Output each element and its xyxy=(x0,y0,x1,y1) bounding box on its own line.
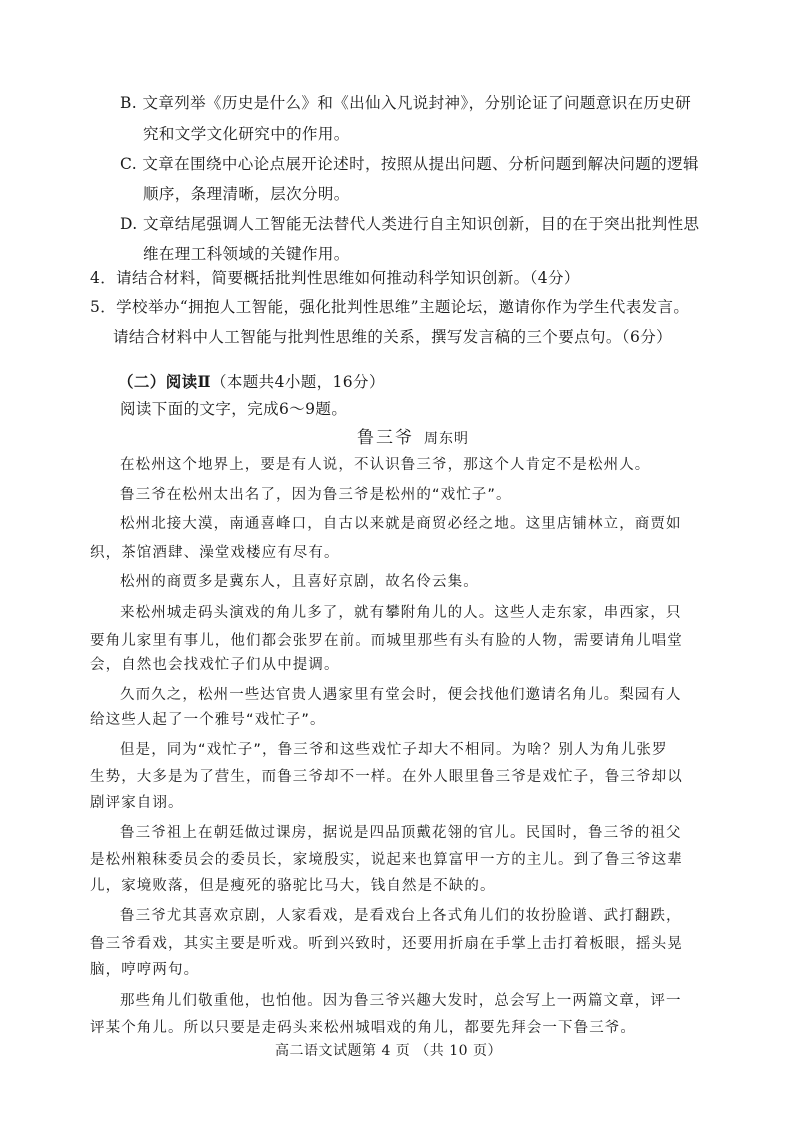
story-line: 鲁三爷尤其喜欢京剧，人家看戏，是看戏台上各式角儿们的妆扮脸谱、武打翻跌， xyxy=(120,908,682,924)
story-line: 给这些人起了一个雅号“戏忙子”。 xyxy=(90,712,326,728)
section-heading-label: （二）阅读Ⅱ xyxy=(118,372,211,391)
story-author: 周东明 xyxy=(424,431,469,447)
option-c-line-2: 顺序，条理清晰，层次分明。 xyxy=(143,185,350,203)
story-title xyxy=(357,428,469,449)
question-5-line-2: 请结合材料中人工智能与批判性思维的关系，撰写发言稿的三个要点句。（6分） xyxy=(113,328,673,346)
story-line: 鲁三爷祖上在朝廷做过课房，据说是四品顶戴花翎的官儿。民国时，鲁三爷的祖父 xyxy=(120,825,682,841)
story-line: 会，自然也会找戏忙子们从中提调。 xyxy=(90,657,340,673)
question-5-line-1: 5．学校举办“拥抱人工智能，强化批判性思维”主题论坛，邀请你作为学生代表发言。 xyxy=(90,298,690,316)
story-line: 鲁三爷看戏，其实主要是听戏。听到兴致时，还要用折扇在手掌上击打着板眼，摇头晃 xyxy=(90,936,683,952)
story-line: 松州的商贾多是冀东人，且喜好京剧，故名伶云集。 xyxy=(120,574,479,590)
section-instruction: 阅读下面的文字，完成6～9题。 xyxy=(120,400,348,418)
story-line: 儿，家境败落，但是瘦死的骆驼比马大，钱自然是不缺的。 xyxy=(90,878,496,894)
option-d-line-2: 维在理工科领域的关键作用。 xyxy=(143,245,350,263)
option-b-line-2: 究和文学文化研究中的作用。 xyxy=(143,125,350,143)
question-4: 4．请结合材料，简要概括批判性思维如何推动科学知识创新。（4分） xyxy=(90,269,580,287)
story-line: 来松州城走码头演戏的角儿多了，就有攀附角儿的人。这些人走东家，串西家，只 xyxy=(120,605,682,621)
story-line: 织，茶馆酒肆、澡堂戏楼应有尽有。 xyxy=(90,545,340,561)
story-title-text: 鲁三爷 xyxy=(357,428,414,448)
story-line: 鲁三爷在松州太出名了，因为鲁三爷是松州的“戏忙子”。 xyxy=(120,487,512,503)
story-line: 剧评家自诩。 xyxy=(90,795,184,811)
page-footer: 高二语文试题第 4 页 （共 10 页） xyxy=(275,1043,502,1059)
story-line: 评某个角儿。所以只要是走码头来松州城唱戏的角儿，都要先拜会一下鲁三爷。 xyxy=(90,1020,636,1036)
option-c-line-1: C. 文章在围绕中心论点展开论述时，按照从提出问题、分析问题到解决问题的逻辑 xyxy=(120,155,699,173)
option-b-line-1: B. 文章列举《历史是什么》和《出仙入凡说封神》，分别论证了问题意识在历史研 xyxy=(120,94,692,112)
story-line: 那些角儿们敬重他，也怕他。因为鲁三爷兴趣大发时，总会写上一两篇文章，评一 xyxy=(120,993,682,1009)
section-heading-note: （本题共4小题，16分） xyxy=(210,373,385,391)
option-d-line-1: D. 文章结尾强调人工智能无法替代人类进行自主知识创新，目的在于突出批判性思 xyxy=(120,215,700,233)
story-line: 生势，大多是为了营生，而鲁三爷却不一样。在外人眼里鲁三爷是戏忙子，鲁三爷却以 xyxy=(90,769,683,785)
story-line: 久而久之，松州一些达官贵人遇家里有堂会时，便会找他们邀请名角儿。梨园有人 xyxy=(120,687,682,703)
story-line: 在松州这个地界上，要是有人说，不认识鲁三爷，那这个人肯定不是松州人。 xyxy=(120,457,651,473)
story-line: 脑，哼哼两句。 xyxy=(90,962,200,978)
story-line: 但是，同为“戏忙子”，鲁三爷和这些戏忙子却大不相同。为啥？别人为角儿张罗 xyxy=(120,742,668,758)
story-line: 松州北接大漠，南通喜峰口，自古以来就是商贸必经之地。这里店铺林立，商贾如 xyxy=(120,516,682,532)
story-line: 要角儿家里有事儿，他们都会张罗在前。而城里那些有头有脸的人物，需要请角儿唱堂 xyxy=(90,633,683,649)
section-heading xyxy=(118,372,385,392)
story-line: 是松州粮秣委员会的委员长，家境殷实，说起来也算富甲一方的主儿。到了鲁三爷这辈 xyxy=(90,852,683,868)
